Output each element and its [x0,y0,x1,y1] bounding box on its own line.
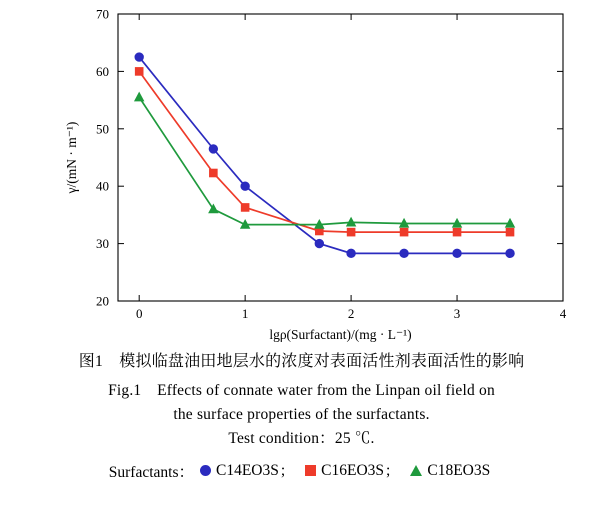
legend-separator: ; [280,461,286,479]
legend-item-label: C14EO3S [215,461,279,479]
data-point-circle [209,145,217,153]
x-axis-tick-label: 0 [135,306,143,321]
caption-line-chinese: 图1 模拟临盘油田地层水的浓度对表面活性剂表面活性的影响 [78,353,525,370]
y-axis-tick-label: 50 [96,121,109,137]
y-axis-tick-label: 60 [96,63,109,79]
x-axis-tick-label: 2 [347,306,355,321]
triangle-marker-icon [410,465,422,476]
x-axis-tick-label: 3 [453,306,461,321]
square-marker-icon [305,465,316,476]
legend-label: Surfactants： [108,463,194,481]
data-point-square [400,228,408,236]
data-point-circle [347,249,355,257]
x-axis-title: lgρ(Surfactant)/(mg · L⁻¹) [269,327,412,342]
legend-item-c16eo3s [305,462,390,480]
data-point-circle [135,53,143,61]
data-point-circle [453,249,461,257]
legend-item-label: C18EO3S [427,461,491,479]
caption-line-english-2: the surface properties of the surfactants. [173,405,430,423]
data-point-triangle [135,93,144,101]
legend-item-c18eo3s [410,462,492,480]
legend-separator: ; [386,461,391,479]
legend [0,460,603,482]
data-point-square [506,228,514,236]
caption-line-test-condition: Test condition：25 ℃. [228,429,375,447]
caption-line-english-1: Fig.1 Effects of connate water from the Linpan oil field on [108,381,495,399]
y-axis-tick-label: 30 [96,236,109,252]
legend-item-c14eo3s [200,462,285,480]
data-point-square [241,204,249,212]
data-point-circle [506,249,514,257]
plot-frame [118,14,563,301]
x-axis-tick-label: 1 [241,306,249,321]
data-point-circle [400,249,408,257]
x-axis-tick-label: 4 [559,306,567,321]
data-point-square [210,169,218,177]
y-axis-tick-label: 20 [96,293,109,309]
data-point-circle [241,182,249,190]
circle-marker-icon [200,465,211,476]
legend-item-label: C16EO3S [321,461,385,479]
series-line-c18eo3s [139,97,510,224]
data-point-circle [315,239,323,247]
y-axis-title: γ/(mN · m⁻¹) [64,121,79,194]
y-axis-tick-label: 40 [96,178,109,194]
y-axis-tick-label: 70 [96,6,109,22]
data-point-square [135,68,143,76]
series-line-c16eo3s [139,71,510,232]
data-point-square [347,228,355,236]
figure-caption [0,350,603,482]
data-point-square [453,228,461,236]
